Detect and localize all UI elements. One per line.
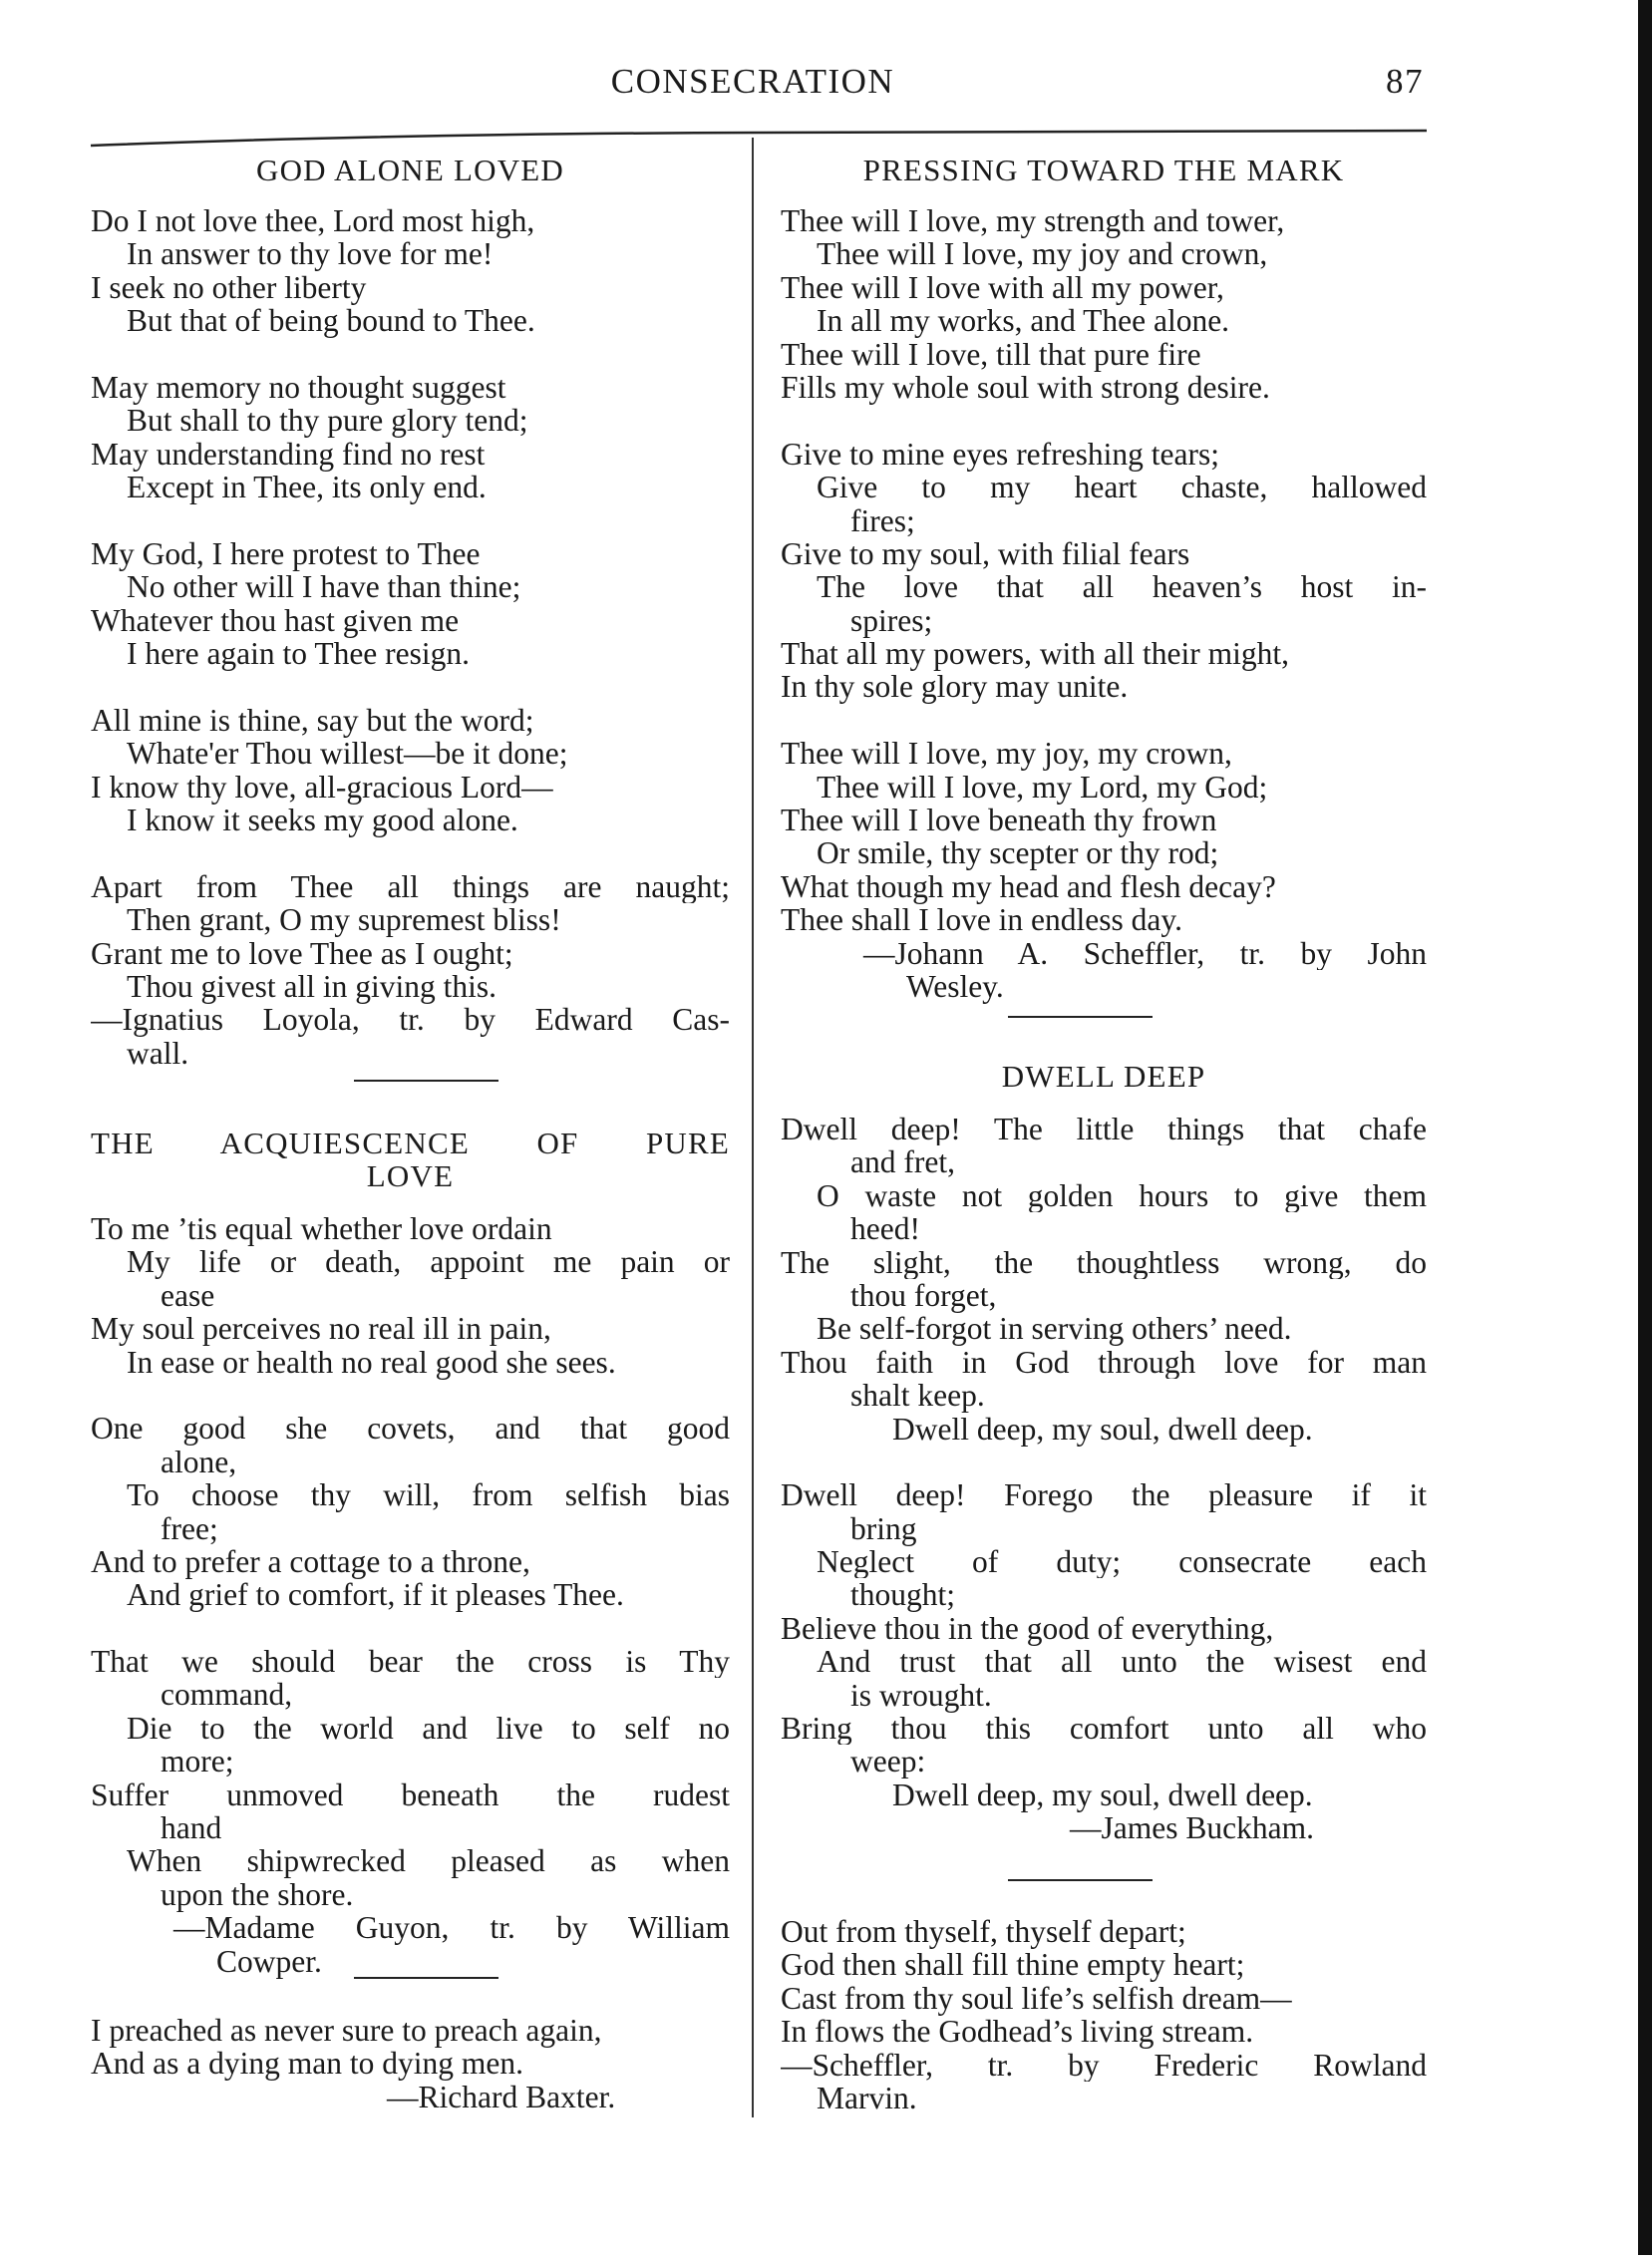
verse-line: Wesley. [906, 968, 1004, 1004]
stanza-gap [91, 1379, 730, 1412]
verse-line: O waste not golden hours to give them [817, 1178, 1427, 1213]
verse-line: —Johann A. Scheffler, tr. by John [863, 936, 1427, 970]
verse-line: I know it seeks my good alone. [127, 803, 518, 838]
verse-line: ease [161, 1277, 215, 1313]
section-rule [1008, 1016, 1153, 1018]
verse-line: Apart from Thee all things are naught; [91, 869, 730, 904]
verse-line: What though my head and flesh decay? [781, 868, 1276, 904]
verse-line: —Richard Baxter. [387, 2079, 616, 2114]
verse-line: The love that all heaven’s host in- [817, 570, 1427, 604]
verse-line: Cowper. [216, 1943, 322, 1979]
verse-line: Thee will I love, my joy, my crown, [781, 736, 1232, 772]
verse-line: In thy sole glory may unite. [781, 669, 1129, 705]
verse-line: Fills my whole soul with strong desire. [781, 369, 1270, 405]
stanza [91, 371, 730, 504]
section-rule [354, 1080, 498, 1082]
stanza-gap [91, 836, 730, 869]
verse-line: heed! [850, 1211, 920, 1247]
header-rule [0, 0, 1652, 160]
section-rule [1008, 1879, 1153, 1881]
verse-line: shalt keep. [850, 1378, 985, 1414]
verse-line: Neglect of duty; consecrate each [817, 1545, 1427, 1579]
verse-line: thou forget, [850, 1277, 997, 1313]
verse-line: Give to my heart chaste, hallowed [817, 471, 1427, 504]
verse-line: But that of being bound to Thee. [127, 303, 535, 339]
verse-line: and fret, [850, 1144, 955, 1180]
verse-line: My soul perceives no real ill in pain, [91, 1311, 551, 1347]
stanza [781, 204, 1427, 404]
stanza [781, 1113, 1427, 1446]
verse-line: Thee will I love, my Lord, my God; [817, 769, 1268, 805]
verse-line: To me ’tis equal whether love ordain [91, 1211, 552, 1246]
verse-line: In all my works, and Thee alone. [817, 303, 1230, 339]
verse-line: Except in Thee, its only end. [127, 470, 487, 505]
section-rule [354, 1977, 498, 1979]
stanza [91, 1412, 730, 1611]
stanza [91, 870, 730, 1070]
verse-line: And trust that all unto the wisest end [817, 1645, 1427, 1679]
verse-line: weep: [850, 1744, 926, 1779]
stanza [781, 737, 1427, 1003]
verse-line: command, [161, 1677, 293, 1713]
verse-line: In flows the Godhead’s living stream. [781, 2014, 1254, 2050]
verse-line: And grief to comfort, if it pleases Thee. [127, 1577, 624, 1613]
verse-line: I know thy love, all-gracious Lord— [91, 769, 553, 805]
stanza [781, 438, 1427, 704]
stanza-gap [781, 1446, 1427, 1478]
verse-line: In answer to thy love for me! [127, 236, 494, 272]
stanza-gap [91, 1612, 730, 1645]
verse-line: I seek no other liberty [91, 269, 367, 305]
verse-line: In ease or health no real good she sees. [127, 1344, 616, 1380]
verse-line: Thou givest all in giving this. [127, 968, 496, 1004]
poem-dwell-deep [781, 1113, 1427, 1845]
verse-line: Give to my soul, with filial fears [781, 535, 1190, 571]
poem-baxter [91, 2014, 730, 2113]
stanza [91, 537, 730, 671]
title-pressing-toward-the-mark [781, 154, 1427, 186]
verse-line: spires; [850, 602, 933, 638]
verse-line: That we should bear the cross is Thy [91, 1645, 730, 1679]
verse-line: My God, I here protest to Thee [91, 535, 481, 571]
stanza [781, 1478, 1427, 1844]
verse-line: Thee will I love with all my power, [781, 269, 1224, 305]
verse-line: Whate'er Thou willest—be it done; [127, 736, 568, 772]
stanza [781, 1915, 1427, 2114]
stanza-gap [91, 670, 730, 703]
poem-title-line: LOVE [366, 1158, 455, 1194]
verse-line: Out from thyself, thyself depart; [781, 1914, 1186, 1949]
verse-line: —James Buckham. [1070, 1810, 1314, 1846]
poem-god-alone-loved [91, 204, 730, 1070]
verse-line: That all my powers, with all their might, [781, 636, 1290, 672]
verse-line: May understanding find no rest [91, 436, 486, 472]
verse-line: All mine is thine, say but the word; [91, 702, 534, 738]
verse-line: wall. [127, 1035, 189, 1071]
verse-line: May memory no thought suggest [91, 369, 506, 405]
verse-line: Then grant, O my supremest bliss! [127, 902, 561, 938]
verse-line: Thee will I love, my joy and crown, [817, 236, 1268, 272]
verse-line: Whatever thou hast given me [91, 602, 460, 638]
stanza [91, 204, 730, 338]
stanza-gap [91, 338, 730, 371]
verse-line: Do I not love thee, Lord most high, [91, 203, 535, 238]
verse-line: Or smile, thy scepter or thy rod; [817, 835, 1219, 871]
poem-pressing-toward-the-mark [781, 204, 1427, 1003]
verse-line: is wrought. [850, 1677, 992, 1713]
verse-line: Thee will I love, till that pure fire [781, 336, 1201, 372]
poem-title: DWELL DEEP [1001, 1059, 1206, 1094]
page-number: 87 [1386, 62, 1424, 101]
verse-line: My life or death, appoint me pain or [127, 1245, 730, 1279]
verse-line: And to prefer a cottage to a throne, [91, 1543, 530, 1579]
verse-line: Dwell deep, my soul, dwell deep. [892, 1777, 1313, 1812]
title-dwell-deep [781, 1060, 1427, 1093]
stanza-gap [781, 404, 1427, 437]
verse-line: To choose thy will, from selfish bias [127, 1478, 730, 1512]
verse-line: The slight, the thoughtless wrong, do [781, 1245, 1427, 1279]
verse-line: Die to the world and live to self no [127, 1711, 730, 1746]
verse-line: —Madame Guyon, tr. by William [173, 1911, 730, 1945]
verse-line: —Scheffler, tr. by Frederic Rowland [781, 2048, 1427, 2082]
verse-line: Grant me to love Thee as I ought; [91, 935, 513, 971]
verse-line: Bring thou this comfort unto all who [781, 1712, 1427, 1746]
verse-line: alone, [161, 1444, 237, 1479]
verse-line: Believe thou in the good of everything, [781, 1610, 1274, 1646]
verse-line: Thou faith in God through love for man [781, 1345, 1427, 1380]
verse-line: hand [161, 1810, 222, 1846]
stanza [91, 1212, 730, 1379]
verse-line: fires; [850, 502, 915, 538]
verse-line: bring [850, 1510, 917, 1546]
column-divider [752, 138, 754, 2117]
verse-line: No other will I have than thine; [127, 569, 521, 605]
title-god-alone-loved [91, 154, 730, 186]
stanza-gap [781, 704, 1427, 737]
verse-line: I here again to Thee resign. [127, 636, 471, 672]
stanza [91, 704, 730, 837]
poem-title-text: THE ACQUIESCENCE OF PURE [91, 1126, 730, 1160]
page-edge-shadow [1638, 0, 1652, 2255]
verse-line: upon the shore. [161, 1876, 354, 1912]
running-header: CONSECRATION [610, 62, 895, 101]
verse-line: God then shall fill thine empty heart; [781, 1947, 1245, 1983]
verse-line: more; [161, 1744, 234, 1779]
stanza [91, 1645, 730, 1978]
poem-title: PRESSING TOWARD THE MARK [862, 153, 1345, 187]
verse-line: Dwell deep! Forego the pleasure if it [781, 1478, 1427, 1512]
verse-line: Thee shall I love in endless day. [781, 902, 1182, 938]
verse-line: Suffer unmoved beneath the rudest [91, 1778, 730, 1812]
poem-scheffler [781, 1915, 1427, 2114]
verse-line: When shipwrecked pleased as when [127, 1844, 730, 1878]
poem-title-line [91, 1127, 730, 1159]
title-acquiescence-of-pure-love [91, 1127, 730, 1193]
verse-line: Dwell deep! The little things that chafe [781, 1113, 1427, 1146]
verse-line: Thee will I love, my strength and tower, [781, 203, 1285, 238]
verse-line: Be self-forgot in serving others’ need. [817, 1311, 1292, 1347]
verse-line: thought; [850, 1577, 956, 1613]
verse-line: One good she covets, and that good [91, 1412, 730, 1446]
verse-line: Marvin. [817, 2080, 917, 2115]
verse-line: Cast from thy soul life’s selfish dream— [781, 1980, 1292, 2016]
verse-line: Thee will I love beneath thy frown [781, 803, 1217, 838]
verse-line: —Ignatius Loyola, tr. by Edward Cas- [91, 1003, 730, 1037]
poem-acquiescence [91, 1212, 730, 1978]
stanza [91, 2014, 730, 2113]
poem-title: GOD ALONE LOVED [255, 153, 565, 187]
verse-line: I preached as never sure to preach again, [91, 2013, 602, 2048]
verse-line: But shall to thy pure glory tend; [127, 403, 528, 439]
verse-line: Dwell deep, my soul, dwell deep. [892, 1411, 1313, 1447]
stanza-gap [91, 504, 730, 537]
verse-line: And as a dying man to dying men. [91, 2046, 523, 2082]
verse-line: free; [161, 1510, 218, 1546]
verse-line: Give to mine eyes refreshing tears; [781, 436, 1219, 472]
